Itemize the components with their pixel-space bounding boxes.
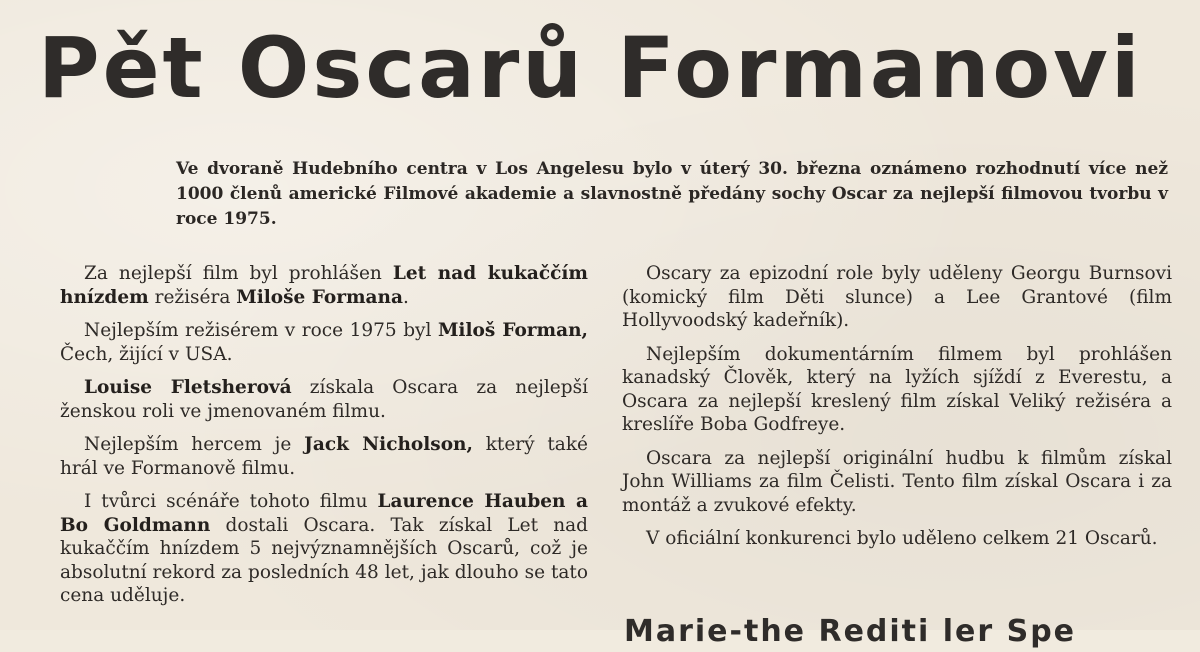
paragraph-total-oscars: V oficiální konkurenci bylo uděleno celkem 21 Oscarů. bbox=[646, 528, 1158, 549]
writer-names: Laurence Hauben a Bo Goldmann bbox=[60, 491, 588, 536]
actor-name: Jack Nicholson, bbox=[304, 434, 473, 455]
text-run: Za nejlepší film byl prohlášen bbox=[84, 263, 393, 284]
paragraph-documentary-animation: Nejlepším dokumentárním filmem byl prohlášen kanadský Člověk, který na lyžích sjíždí z Everestu, a Oscara za nejlepší kreslený film získal Veliký režiséra a kreslíře Boba Godfreye. bbox=[622, 343, 1172, 435]
text-run: . bbox=[402, 286, 409, 308]
text-run: získala Oscara za nejlepší ženskou roli ve jmenovaném filmu. bbox=[60, 377, 588, 422]
text-run: který také hrál ve Formanově filmu. bbox=[60, 434, 588, 479]
actress-name: Louise Fletsherová bbox=[84, 377, 292, 398]
next-article-headline: Marie-the Rediti ler Spe bbox=[624, 614, 1077, 649]
text-run: Čech, žijící v USA. bbox=[60, 343, 233, 365]
paragraph-best-director bbox=[60, 319, 588, 366]
text-run: Nejlepším hercem je bbox=[84, 434, 305, 455]
text-run: I tvůrci scénáře tohoto filmu bbox=[84, 491, 378, 512]
paragraph-best-actor bbox=[60, 433, 588, 480]
director-name: Miloš Forman, bbox=[437, 320, 588, 341]
text-run: dostali Oscara. Tak získal Let nad kukaččím hnízdem 5 nejvýznamnějších Oscarů, což je absolutní rekord za posledních 48 let, jak dlouho se tato cena uděluje. bbox=[60, 514, 588, 606]
paragraph-best-film bbox=[60, 262, 588, 309]
text-run: Nejlepším režisérem v roce 1975 byl bbox=[84, 320, 438, 341]
director-name: Miloše Formana bbox=[236, 286, 403, 308]
paragraph-supporting-roles: Oscary za epizodní role byly uděleny Georgu Burnsovi (komický film Děti slunce) a Lee Grantové (film Hollyvoodský kadeřník). bbox=[622, 263, 1172, 331]
paragraph-screenplay bbox=[60, 490, 588, 608]
paragraph-music: Oscara za nejlepší originální hudbu k filmům získal John Williams za film Čelisti. Tento film získal Oscara i za montáž a zvukové efekty. bbox=[622, 447, 1172, 516]
article-headline: Pět Oscarů Formanovi bbox=[38, 19, 1143, 117]
article-column-right bbox=[622, 262, 1172, 561]
paragraph-best-actress bbox=[60, 376, 588, 423]
film-title: Let nad kukaččím hnízdem bbox=[60, 263, 588, 308]
article-column-left bbox=[60, 262, 588, 618]
article-lede: Ve dvoraně Hudebního centra v Los Angelesu bylo v úterý 30. března oznámeno rozhodnutí více než 1000 členů americké Filmové akademie a slavnostně předány sochy Oscar za nejlepší filmovou tvorbu v roce 1975. bbox=[176, 159, 1168, 229]
text-run: režiséra bbox=[148, 286, 237, 308]
